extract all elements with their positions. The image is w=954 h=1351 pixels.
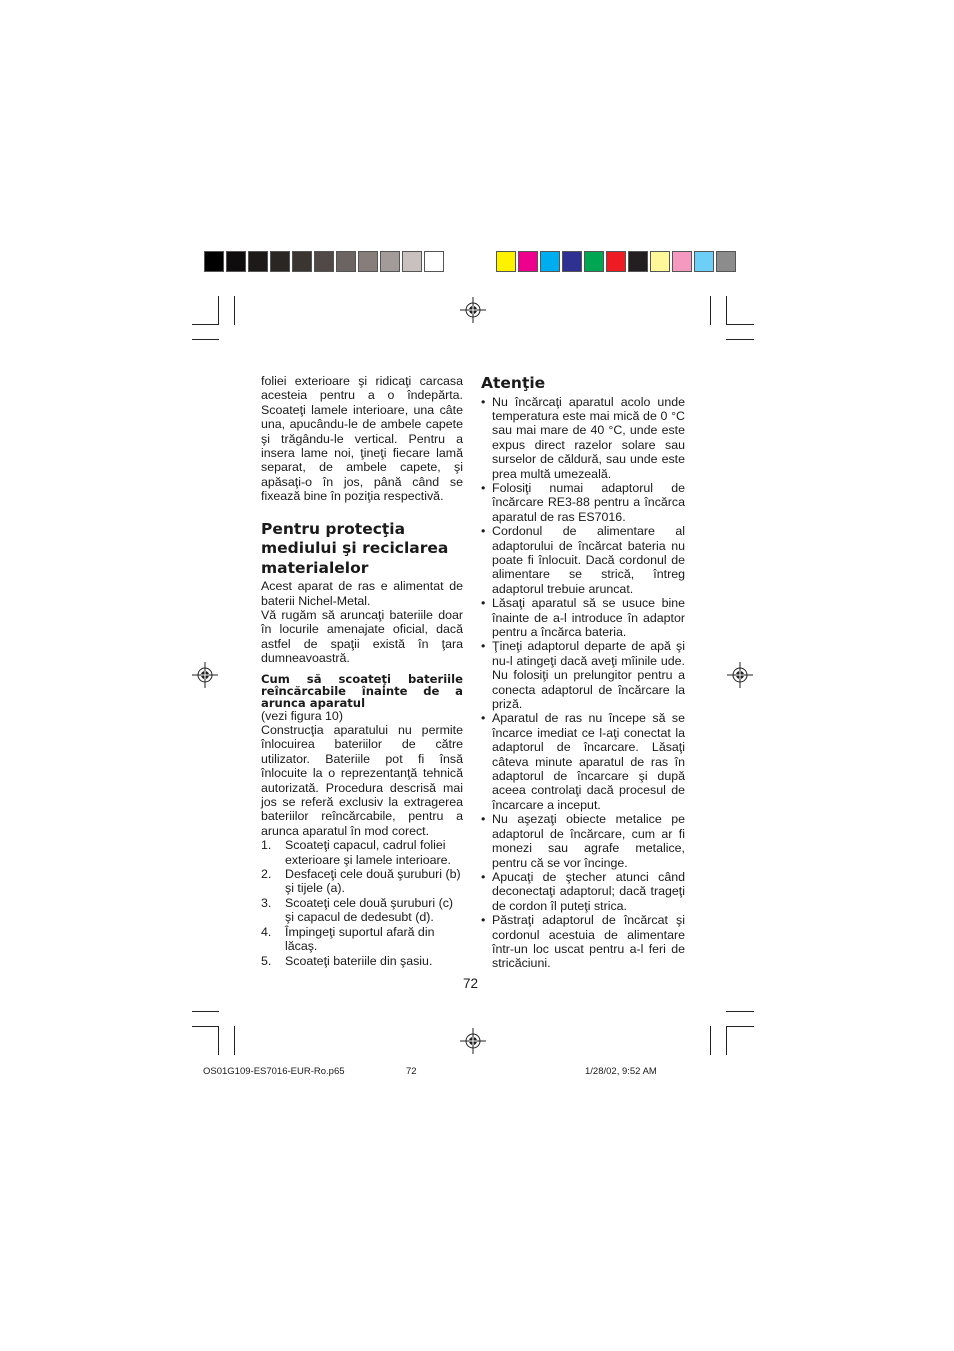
color-swatch <box>650 251 670 272</box>
bullet: • <box>481 869 486 884</box>
crop-mark <box>710 1026 711 1055</box>
crop-mark <box>192 1026 219 1027</box>
color-swatch <box>402 251 422 272</box>
crop-mark <box>726 324 754 325</box>
bullet-text: Lăsaţi aparatul să se usuce bine înainte de a-l introduce în adaptor pentru a încărca bateria. <box>492 596 685 639</box>
bullet: • <box>481 639 486 654</box>
list-item <box>481 481 685 524</box>
page-number: 72 <box>463 976 479 991</box>
color-swatch <box>584 251 604 272</box>
paragraph: foliei exterioare şi ridicaţi carcasa acesteia pentru a o îndepărta. Scoateţi lamele interioare, una câte una, apucându-le de ambele capete şi trăgându-le vertical. Pentru a insera lame noi, ţineţi fiecare lamă separat, de ambele capete, şi apăsaţi-o în jos, până când se fixează bine în poziţia respectivă. <box>261 374 463 504</box>
list-item <box>481 395 685 481</box>
step-number: 3. <box>261 895 272 910</box>
paragraph: Acest aparat de ras e alimentat de baterii Nichel-Metal. <box>261 579 463 608</box>
bullet: • <box>481 812 486 827</box>
list-item <box>261 838 463 867</box>
list-item <box>481 812 685 870</box>
bullet-text: Nu încărcaţi aparatul acolo unde temperatura este mai mică de 0 °C sau mai mare de 40 °C, unde este expus direct razelor solare sau surselor de căldură, sau unde este prea multă umezeală. <box>492 394 685 481</box>
crop-mark <box>218 1026 219 1055</box>
bullet-text: Nu aşezaţi obiecte metalice pe adaptorul de încărcare, cum ar fi monezi sau agrafe metalice, pentru că se vor încinge. <box>492 812 685 870</box>
list-item <box>481 524 685 596</box>
list-item <box>261 925 463 954</box>
color-swatch <box>270 251 290 272</box>
bullet-text: Apucaţi de ştecher atunci când deconectaţi adaptorul; dacă trageţi de cordon îl puteţi strica. <box>492 869 685 913</box>
step-text: Scoateţi bateriile din şasiu. <box>285 953 433 968</box>
color-swatch <box>496 251 516 272</box>
step-text: Scoateţi cele două şuruburi (c) şi capacul de dedesubt (d). <box>285 895 454 925</box>
list-item <box>261 954 463 968</box>
bullet-text: Ţineţi adaptorul departe de apă şi nu-l atingeţi dacă aveţi mîinile ude. Nu folosiţi un prelungitor pentru a conecta adaptorul de încărcare la priză. <box>492 639 685 712</box>
section-heading: Pentru protecţia mediului şi reciclarea materialelor <box>261 519 449 577</box>
color-swatch <box>336 251 356 272</box>
color-swatch <box>672 251 692 272</box>
list-item <box>261 867 463 896</box>
color-swatch <box>562 251 582 272</box>
crop-mark <box>192 339 219 340</box>
list-item <box>481 913 685 971</box>
color-swatch <box>518 251 538 272</box>
crop-mark <box>726 1011 754 1012</box>
bullet-text: Cordonul de alimentare al adaptorului de încărcat bateria nu poate fi înlocuit. Dacă cordonul de alimentare se strică, întreg adaptorul trebuie aruncat. <box>492 524 685 596</box>
list-item <box>481 711 685 812</box>
color-swatch <box>380 251 400 272</box>
figure-reference: (vezi figura 10) <box>261 708 343 723</box>
color-swatch <box>694 251 714 272</box>
subsection-heading: Cum să scoateţi bateriile reîncărcabile înainte de a arunca aparatul <box>261 671 463 710</box>
crop-mark <box>726 296 727 325</box>
step-number: 2. <box>261 867 272 882</box>
step-text: Împingeţi suportul afară din lăcaş. <box>285 924 435 954</box>
color-swatch <box>248 251 268 272</box>
color-swatch <box>314 251 334 272</box>
step-number: 1. <box>261 838 272 853</box>
registration-mark-icon <box>460 1028 486 1054</box>
warnings-list <box>481 395 685 971</box>
color-swatch <box>204 251 224 272</box>
crop-mark <box>192 324 219 325</box>
color-swatch <box>540 251 560 272</box>
steps-list <box>261 838 463 968</box>
bullet: • <box>481 480 486 495</box>
crop-mark <box>726 1026 754 1027</box>
bullet: • <box>481 524 486 539</box>
color-swatch <box>358 251 378 272</box>
list-item <box>481 596 685 639</box>
step-number: 5. <box>261 953 272 968</box>
step-text: Scoateţi capacul, cadrul foliei exterioare şi lamele interioare. <box>285 838 451 867</box>
crop-mark <box>192 1011 219 1012</box>
registration-mark-icon <box>727 662 753 688</box>
crop-mark <box>234 1026 235 1055</box>
registration-mark-icon <box>192 662 218 688</box>
bullet: • <box>481 913 486 928</box>
registration-mark-icon <box>460 297 486 323</box>
footer-filename: OS01G109-ES7016-EUR-Ro.p65 <box>203 1066 345 1077</box>
grayscale-color-bar <box>204 251 446 274</box>
crop-mark <box>234 296 235 325</box>
right-column <box>481 374 685 971</box>
bullet: • <box>481 596 486 611</box>
list-item <box>261 896 463 925</box>
crop-mark <box>726 1026 727 1055</box>
color-swatch <box>606 251 626 272</box>
process-color-bar <box>496 251 738 274</box>
list-item <box>481 870 685 913</box>
footer-date: 1/28/02, 9:52 AM <box>585 1066 657 1077</box>
step-text: Desfaceţi cele două şuruburi (b) şi tijele (a). <box>285 867 461 896</box>
paragraph: Construcţia aparatului nu permite înlocuirea bateriilor de către utilizator. Bateriile pot fi însă înlocuite la o reprezentanţă tehnică autorizată. Procedura descrisă mai jos se referă exclusiv la extragerea bateriilor reîncărcabile, pentru a arunca aparatul în mod corect. <box>261 723 463 838</box>
color-swatch <box>424 251 444 272</box>
bullet: • <box>481 394 486 409</box>
color-swatch <box>628 251 648 272</box>
color-swatch <box>716 251 736 272</box>
crop-mark <box>726 339 754 340</box>
bullet-text: Păstraţi adaptorul de încărcat şi cordonul acestuia de alimentare într-un loc uscat pentru a-l feri de stricăciuni. <box>492 913 685 971</box>
crop-mark <box>710 296 711 325</box>
attention-heading: Atenţie <box>481 374 546 392</box>
bullet-text: Folosiţi numai adaptorul de încărcare RE3-88 pentru a încărca aparatul de ras ES7016. <box>492 480 685 524</box>
bullet-text: Aparatul de ras nu începe să se încarce imediat ce l-aţi conectat la adaptorul de încarcare. Lăsaţi câteva minute aparatul de ras în adaptorul de încarcare şi după aceea controlaţi dacă procesul de încarcare a inceput. <box>492 711 685 812</box>
step-number: 4. <box>261 924 272 939</box>
footer-page: 72 <box>406 1066 417 1077</box>
color-swatch <box>226 251 246 272</box>
color-swatch <box>292 251 312 272</box>
left-column <box>261 374 463 968</box>
paragraph: Vă rugăm să aruncaţi bateriile doar în locurile amenajate oficial, dacă astfel de spaţii există în ţara dumneavoastră. <box>261 607 463 666</box>
crop-mark <box>218 296 219 325</box>
bullet: • <box>481 711 486 726</box>
list-item <box>481 639 685 711</box>
